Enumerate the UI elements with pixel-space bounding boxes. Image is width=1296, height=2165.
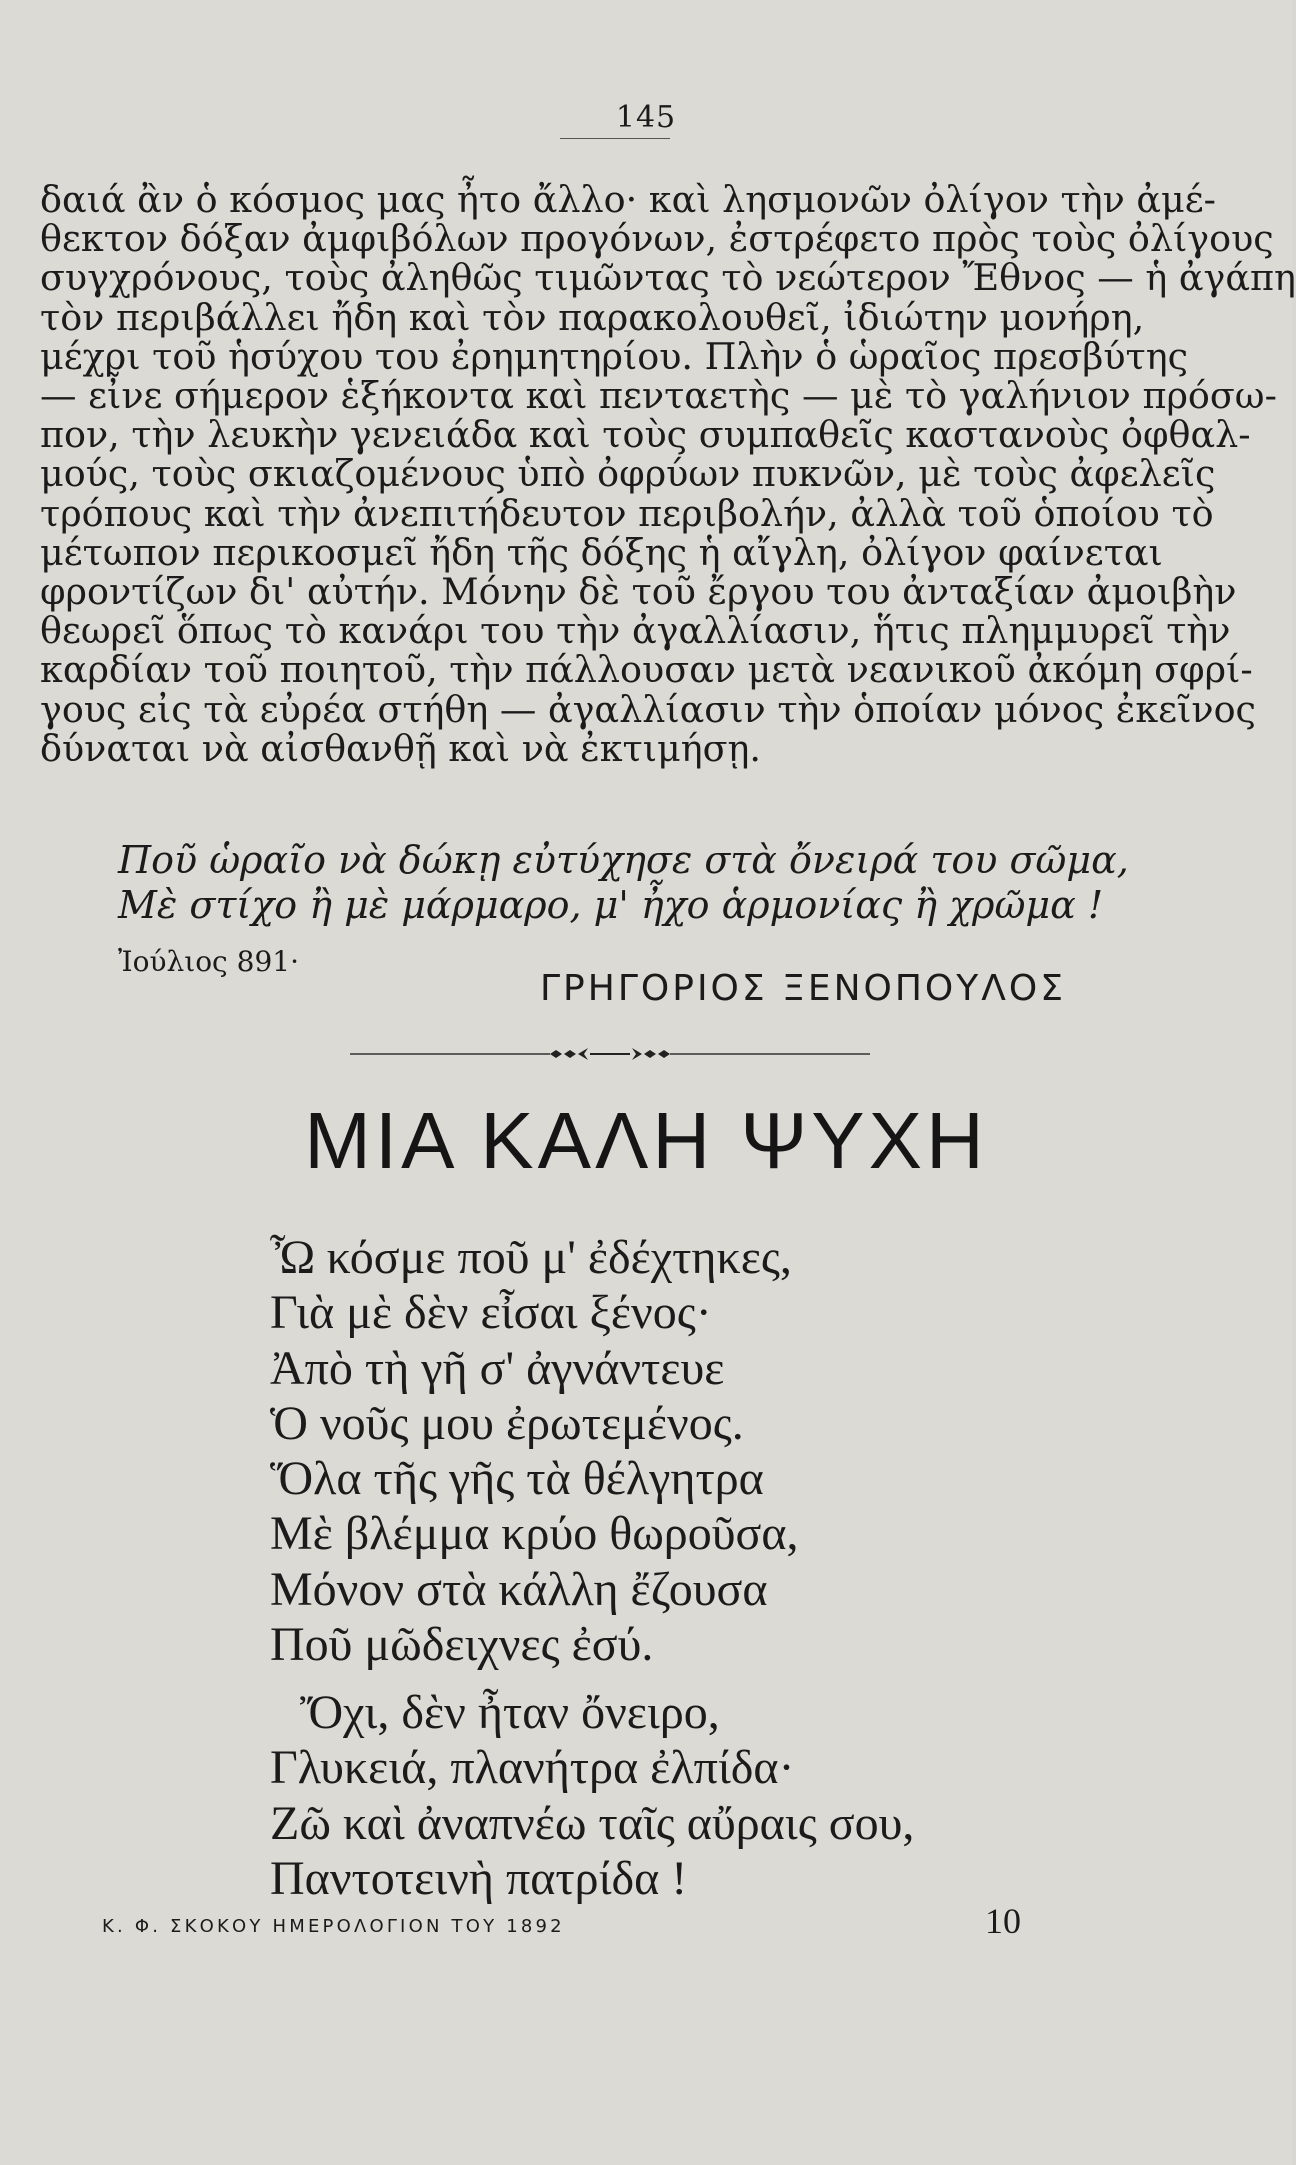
author-signature: ΓΡΗΓΟΡΙΟΣ ΞΕΝΟΠΟΥΛΟΣ	[540, 968, 1066, 1009]
poem-line: Γλυκειά, πλανήτρα ἐλπίδα·	[270, 1741, 795, 1795]
prose-line: τρόπους καὶ τὴν ἀνεπιτήδευτον περιβολήν, ἀλλὰ τοῦ ὁποίου τὸ	[40, 491, 1214, 535]
prose-line: — εἶνε σήμερον ἑξήκοντα καὶ πενταετὴς — μὲ τὸ γαλήνιον πρόσω-	[40, 374, 1277, 418]
poem-line: Ἀπὸ τὴ γῆ σ' ἀγνάντευε	[270, 1341, 725, 1395]
section-divider-ornament	[350, 1044, 870, 1064]
dateline: Ἰούλιος 891·	[118, 945, 299, 978]
poem-stanza-2	[270, 1685, 1170, 1906]
prose-line: μέχρι τοῦ ἡσύχου του ἐρημητηρίου. Πλὴν ὁ ὡραῖος πρεσβύτης	[40, 334, 1189, 378]
prose-line: πον, τὴν λευκὴν γενειάδα καὶ τοὺς συμπαθεῖς καστανοὺς ὀφθαλ-	[40, 413, 1251, 457]
sheet-signature-number: 10	[985, 1901, 1021, 1941]
poem-line: Παντοτεινὴ πατρίδα !	[270, 1851, 688, 1905]
prose-line: δύναται νὰ αἰσθανθῇ καὶ νὰ ἐκτιμήσῃ.	[40, 726, 762, 770]
poem-line: Ζῶ καὶ ἀναπνέω ταῖς αὔραις σου,	[270, 1796, 915, 1850]
poem-line: Ὅλα τῆς γῆς τὰ θέλγητρα	[270, 1452, 764, 1506]
poem-line: Ὦ κόσμε ποῦ μ' ἐδέχτηκες,	[270, 1231, 792, 1284]
poem-line: Ποῦ μῶδειχνες ἐσύ.	[270, 1618, 654, 1672]
prose-line: δαιά ἂν ὁ κόσμος μας ἦτο ἄλλο· καὶ λησμονῶν ὀλίγον τὴν ἀμέ-	[40, 178, 1216, 221]
prose-line: μέτωπον περικοσμεῖ ἤδη τῆς δόξης ἡ αἴγλη, ὀλίγον φαίνεται	[40, 530, 1163, 574]
epigraph	[118, 838, 1158, 928]
prose-line: καρδίαν τοῦ ποιητοῦ, τὴν πάλλουσαν μετὰ νεανικοῦ ἀκόμη σφρί-	[40, 648, 1253, 692]
poem-stanza-1	[270, 1230, 1170, 1672]
page-number-rule	[560, 138, 670, 139]
prose-line: θεωρεῖ ὅπως τὸ κανάρι του τὴν ἀγαλλίασιν, ἥτις πλημμυρεῖ τὴν	[40, 609, 1231, 653]
poem-title: ΜΙΑ ΚΑΛΗ ΨΥΧΗ	[304, 1096, 988, 1185]
prose-line: μούς, τοὺς σκιαζομένους ὑπὸ ὀφρύων πυκνῶν, μὲ τοὺς ἀφελεῖς	[40, 452, 1216, 496]
poem-line: Μόνον στὰ κάλλη ἔζουσα	[270, 1562, 768, 1616]
prose-line: φροντίζων δι' αὐτήν. Μόνην δὲ τοῦ ἔργου του ἀνταξίαν ἀμοιβὴν	[40, 570, 1237, 614]
prose-line: θεκτον δόξαν ἀμφιβόλων προγόνων, ἐστρέφετο πρὸς τοὺς ὀλίγους	[40, 217, 1274, 261]
prose-line: τὸν περιβάλλει ἤδη καὶ τὸν παρακολουθεῖ, ἰδιώτην μονήρη,	[40, 295, 1145, 339]
poem-line: Ὄχι, δὲν ἦταν ὄνειρο,	[300, 1686, 720, 1739]
poem-line: Μὲ βλέμμα κρύο θωροῦσα,	[270, 1507, 799, 1561]
running-footer: Κ. Φ. ΣΚΟΚΟΥ ΗΜΕΡΟΛΟΓΙΟΝ ΤΟΥ 1892	[102, 1916, 565, 1937]
prose-paragraph	[40, 178, 1296, 770]
prose-line: γους εἰς τὰ εὐρέα στήθη — ἀγαλλίασιν τὴν ὁποίαν μόνος ἐκεῖνος	[40, 687, 1256, 731]
poem-line: Γιὰ μὲ δὲν εἶσαι ξένος·	[270, 1286, 712, 1340]
prose-line: συγχρόνους, τοὺς ἀληθῶς τιμῶντας τὸ νεώτερον Ἔθνος — ἡ ἀγάπη	[40, 256, 1296, 300]
page-number: 145	[615, 100, 677, 135]
epigraph-line: Ποῦ ὡραῖο νὰ δώκῃ εὐτύχησε στὰ ὄνειρά του σῶμα,	[118, 838, 1129, 882]
epigraph-line: Μὲ στίχο ἢ μὲ μάρμαρο, μ' ἦχο ἁρμονίας ἢ χρῶμα !	[118, 883, 1104, 927]
poem-line: Ὁ νοῦς μου ἐρωτεμένος.	[270, 1396, 744, 1450]
